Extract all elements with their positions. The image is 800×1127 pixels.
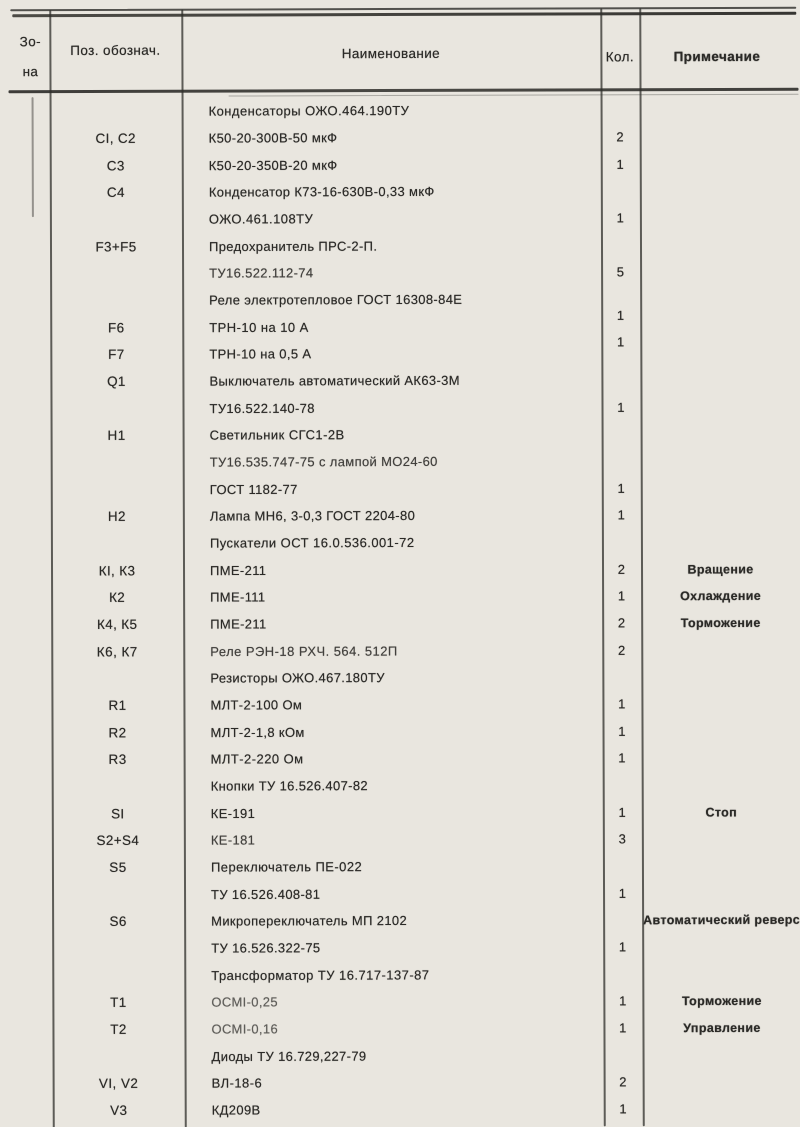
note-cell: Управление bbox=[683, 1020, 761, 1035]
table-row bbox=[1, 879, 800, 909]
pos-cell: SI bbox=[111, 806, 125, 822]
name-cell: ПМЕ-211 bbox=[210, 616, 267, 632]
table-row bbox=[0, 285, 799, 315]
table-row bbox=[0, 663, 800, 693]
qty-cell: 3 bbox=[618, 831, 627, 847]
name-cell: ТРН-10 на 10 А bbox=[209, 319, 309, 336]
name-cell: Кнопки ТУ 16.526.407-82 bbox=[210, 778, 369, 794]
table-row bbox=[1, 1014, 800, 1044]
qty-cell: 2 bbox=[616, 129, 624, 145]
pos-cell: CI, C2 bbox=[95, 130, 136, 146]
name-cell: Предохранитель ПРС-2-П. bbox=[208, 238, 378, 255]
pos-cell: КI, К3 bbox=[98, 563, 136, 579]
name-cell: Переключатель ПЕ-022 bbox=[210, 859, 363, 875]
pos-cell: R3 bbox=[108, 751, 127, 767]
table-row bbox=[1, 798, 800, 828]
pos-cell: H1 bbox=[107, 427, 126, 443]
table-row bbox=[0, 717, 800, 747]
name-cell: ТРН-10 на 0,5 А bbox=[209, 346, 312, 362]
name-cell: Реле РЭН-18 РХЧ. 564. 512П bbox=[210, 643, 398, 660]
name-cell: ВЛ-18-6 bbox=[211, 1075, 263, 1091]
table-row bbox=[0, 150, 799, 180]
name-cell: Микропереключатель МП 2102 bbox=[211, 912, 408, 929]
table-row bbox=[1, 771, 800, 801]
pos-cell: К4, К5 bbox=[96, 616, 138, 632]
name-cell: ГОСТ 1182-77 bbox=[209, 481, 298, 498]
name-cell: Конденсатор К73-16-630В-0,33 мкФ bbox=[208, 183, 435, 200]
name-cell: Лампа МН6, 3-0,3 ГОСТ 2204-80 bbox=[209, 507, 416, 524]
qty-cell: 1 bbox=[616, 156, 625, 172]
name-cell: Диоды ТУ 16.729,227-79 bbox=[211, 1048, 367, 1065]
pos-cell: К6, К7 bbox=[96, 644, 138, 660]
qty-cell: 1 bbox=[618, 804, 627, 820]
qty-cell: 1 bbox=[618, 750, 626, 766]
top-border-line-1 bbox=[10, 7, 796, 11]
pos-cell: C4 bbox=[106, 184, 125, 200]
qty-cell: 1 bbox=[618, 939, 627, 955]
pos-cell: R1 bbox=[108, 697, 127, 713]
pos-cell: V3 bbox=[110, 1102, 128, 1118]
table-row bbox=[0, 609, 800, 639]
column-header-pos: Поз. обознач. bbox=[70, 42, 161, 59]
pos-cell: VI, V2 bbox=[98, 1075, 139, 1091]
name-cell: ОЖО.461.108ТУ bbox=[208, 211, 314, 227]
note-cell: Охлаждение bbox=[680, 588, 762, 603]
name-cell: МЛТ-2-100 Ом bbox=[210, 697, 303, 713]
pos-cell: Q1 bbox=[107, 373, 126, 389]
name-cell: ПМЕ-211 bbox=[209, 562, 267, 579]
name-cell: МЛТ-2-220 Ом bbox=[210, 751, 304, 767]
table-row bbox=[2, 1095, 800, 1125]
name-cell: КД209В bbox=[211, 1102, 261, 1118]
qty-cell: 1 bbox=[617, 399, 625, 415]
table-row bbox=[0, 501, 800, 531]
table-row bbox=[0, 177, 799, 207]
table-row bbox=[0, 366, 799, 396]
qty-cell: 2 bbox=[617, 642, 626, 658]
pos-cell: К2 bbox=[109, 589, 126, 605]
table-body bbox=[0, 96, 800, 1125]
table-row bbox=[0, 420, 800, 450]
table-row bbox=[1, 825, 800, 855]
qty-cell: 2 bbox=[619, 1074, 627, 1090]
qty-cell: 2 bbox=[617, 615, 626, 631]
name-cell: КЕ-191 bbox=[210, 805, 256, 822]
table-row bbox=[0, 447, 800, 477]
table-row bbox=[1, 852, 800, 882]
table-row bbox=[0, 474, 800, 504]
qty-cell: 5 bbox=[616, 264, 625, 280]
qty-cell: 1 bbox=[617, 588, 626, 604]
name-cell: ТУ16.535.747-75 с лампой МО24-60 bbox=[209, 453, 438, 470]
table-row bbox=[1, 987, 800, 1017]
table-row bbox=[0, 582, 800, 612]
qty-cell: 1 bbox=[616, 334, 625, 350]
name-cell: Пускатели ОСТ 16.0.536.001-72 bbox=[209, 534, 415, 551]
qty-cell: 1 bbox=[616, 210, 625, 226]
table-row bbox=[1, 933, 800, 963]
pos-cell: S6 bbox=[109, 913, 127, 929]
note-cell: Вращение bbox=[687, 561, 754, 577]
pos-cell: Т2 bbox=[110, 1021, 127, 1037]
column-header-zona bbox=[12, 27, 48, 87]
table-row bbox=[1, 906, 800, 936]
table-row bbox=[0, 231, 799, 261]
note-cell: Торможение bbox=[680, 615, 761, 630]
pos-cell: H2 bbox=[107, 508, 126, 524]
pos-cell: F6 bbox=[107, 320, 125, 336]
name-cell: Конденсаторы ОЖО.464.190ТУ bbox=[208, 102, 410, 119]
name-cell: ТУ 16.526.408-81 bbox=[211, 886, 321, 903]
name-cell: К50-20-300В-50 мкФ bbox=[208, 130, 338, 146]
table-row bbox=[0, 204, 799, 234]
name-cell: Резисторы ОЖО.467.180ТУ bbox=[210, 670, 385, 686]
qty-cell: 1 bbox=[618, 696, 626, 712]
table-row bbox=[0, 334, 799, 369]
qty-cell: 1 bbox=[619, 993, 627, 1009]
zona-label-line2: на bbox=[22, 64, 39, 80]
note-cell: Автоматический реверс bbox=[643, 912, 800, 927]
top-border-line-2 bbox=[12, 12, 796, 17]
table-row bbox=[0, 123, 799, 153]
name-cell: Реле электротепловое ГОСТ 16308-84Е bbox=[209, 291, 463, 308]
table-row bbox=[1, 960, 800, 990]
table-row bbox=[0, 636, 800, 666]
qty-cell: 1 bbox=[616, 307, 625, 323]
table-row bbox=[0, 555, 800, 585]
qty-cell: 1 bbox=[617, 507, 626, 523]
pos-cell: S2+S4 bbox=[96, 832, 140, 848]
table-row bbox=[2, 1041, 800, 1071]
table-row bbox=[0, 690, 800, 720]
name-cell: К50-20-350В-20 мкФ bbox=[208, 157, 338, 174]
qty-cell: 1 bbox=[619, 1020, 627, 1036]
note-cell: Стоп bbox=[705, 804, 738, 820]
qty-cell: 2 bbox=[617, 561, 626, 577]
pos-cell: F7 bbox=[108, 346, 125, 362]
table-row bbox=[0, 393, 800, 423]
name-cell: МЛТ-2-1,8 кОм bbox=[210, 724, 305, 741]
name-cell: ОСМI-0,16 bbox=[211, 1021, 279, 1037]
table-row bbox=[0, 96, 799, 126]
pos-cell: F3+F5 bbox=[95, 239, 137, 255]
name-cell: ТУ16.522.140-78 bbox=[209, 400, 315, 417]
name-cell: ПМЕ-111 bbox=[210, 589, 266, 605]
name-cell: ТУ 16.526.322-75 bbox=[211, 940, 321, 956]
column-header-note: Примечание bbox=[673, 48, 761, 65]
table-row bbox=[2, 1068, 800, 1098]
qty-cell: 1 bbox=[617, 480, 626, 496]
table-row bbox=[0, 258, 799, 288]
qty-cell: 1 bbox=[619, 1101, 628, 1117]
header-bottom-line bbox=[9, 88, 799, 93]
name-cell: КЕ-181 bbox=[210, 832, 256, 848]
name-cell: Трансформатор ТУ 16.717-137-87 bbox=[211, 967, 430, 984]
qty-cell: 1 bbox=[618, 723, 626, 739]
pos-cell: Т1 bbox=[110, 994, 127, 1010]
pos-cell: R2 bbox=[108, 725, 127, 741]
name-cell: Выключатель автоматический АК63-3М bbox=[209, 372, 460, 389]
column-header-qty: Кол. bbox=[605, 49, 635, 65]
pos-cell: S5 bbox=[109, 859, 127, 875]
pos-cell: C3 bbox=[106, 158, 125, 174]
table-row bbox=[1, 744, 800, 774]
name-cell: Светильник СГС1-2В bbox=[209, 427, 345, 443]
qty-cell: 1 bbox=[618, 885, 627, 901]
note-cell: Торможение bbox=[681, 993, 762, 1008]
name-cell: ОСМI-0,25 bbox=[211, 994, 278, 1010]
column-header-name: Наименование bbox=[341, 45, 441, 62]
table-row bbox=[0, 528, 800, 558]
zona-label-line1: Зо- bbox=[19, 34, 42, 50]
name-cell: ТУ16.522.112-74 bbox=[209, 265, 314, 281]
table-row bbox=[0, 307, 799, 342]
